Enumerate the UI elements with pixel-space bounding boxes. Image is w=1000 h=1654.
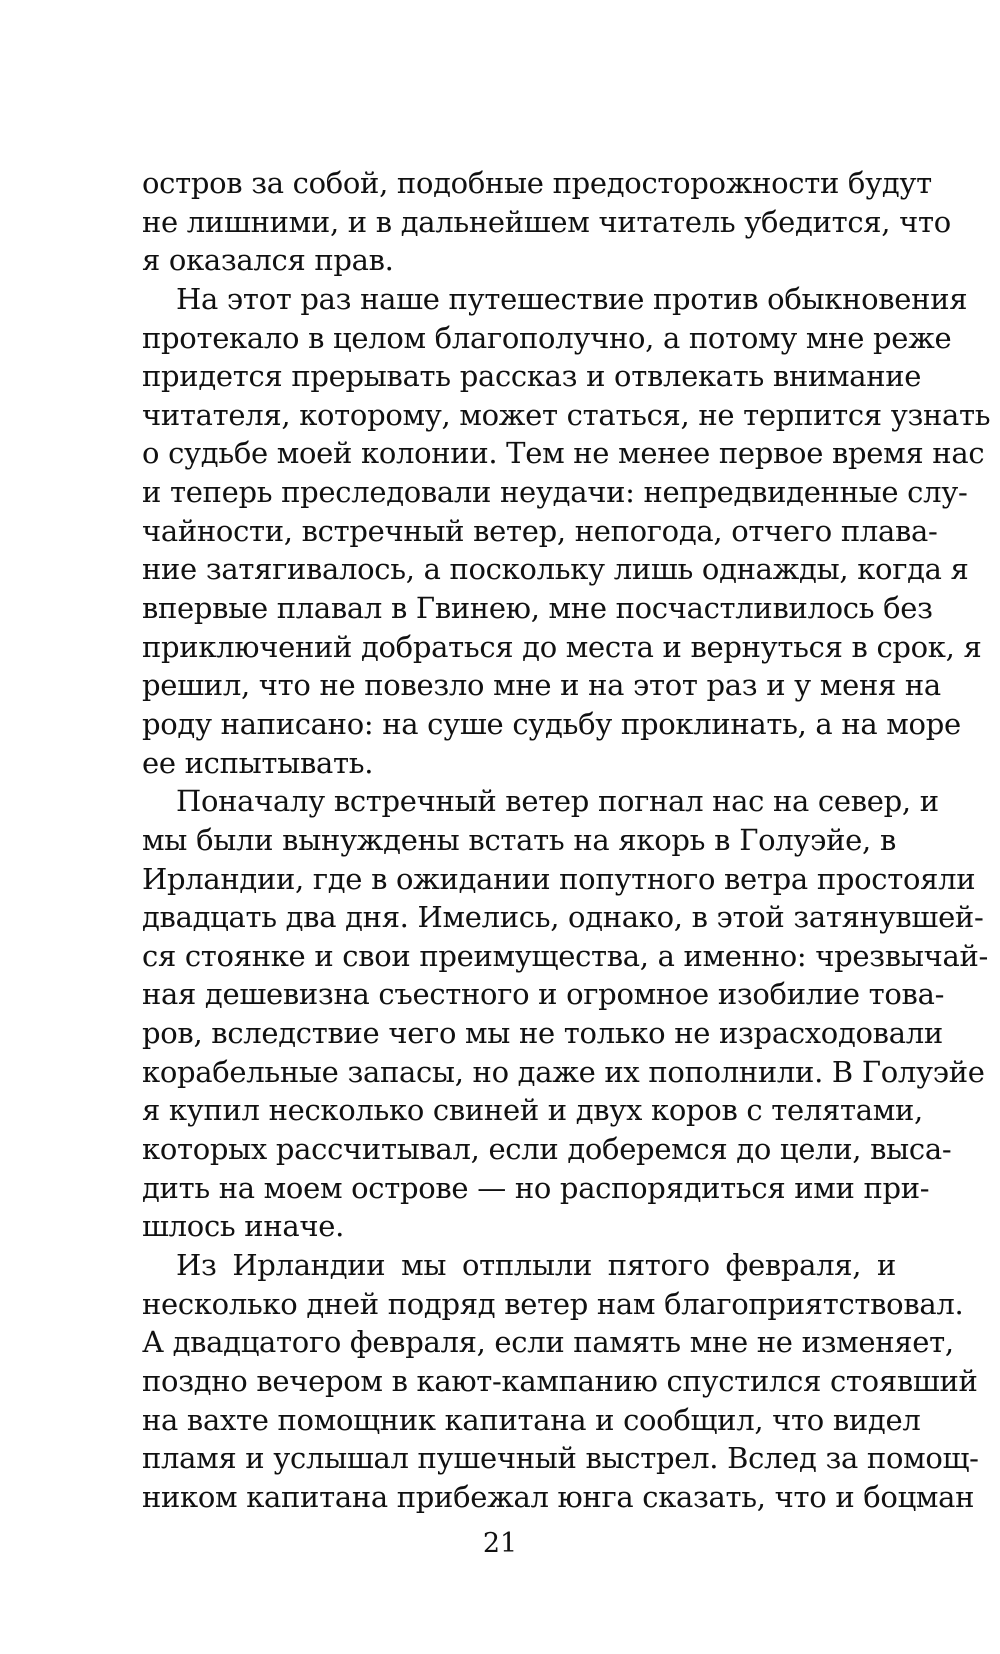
text-line: корабельные запасы, но даже их пополнили. В Голуэйе bbox=[142, 1054, 985, 1089]
text-line: ее испытывать. bbox=[142, 745, 374, 780]
text-line: придется прерывать рассказ и отвлекать внимание bbox=[142, 359, 922, 394]
text-line: ние затягивалось, а поскольку лишь однажды, когда я bbox=[142, 552, 969, 587]
body-text bbox=[142, 164, 991, 1516]
text-line: несколько дней подряд ветер нам благоприятствовал. bbox=[142, 1286, 964, 1321]
text-line: На этот раз наше путешествие против обыкновения bbox=[176, 281, 968, 316]
text-line: ником капитана прибежал юнга сказать, что и боцман bbox=[142, 1479, 975, 1514]
text-line: Поначалу встречный ветер погнал нас на север, и bbox=[176, 784, 939, 819]
text-line: дить на моем острове — но распорядиться ими при- bbox=[142, 1170, 930, 1205]
text-line: ся стоянке и свои преимущества, а именно: чрезвычай- bbox=[142, 938, 988, 973]
text-line: двадцать два дня. Имелись, однако, в этой затянувшей- bbox=[142, 900, 984, 935]
text-line: шлось иначе. bbox=[142, 1209, 344, 1244]
text-line: роду написано: на суше судьбу проклинать, а на море bbox=[142, 706, 961, 741]
text-line: ров, вследствие чего мы не только не израсходовали bbox=[142, 1016, 943, 1051]
page-number: 21 bbox=[482, 1528, 518, 1559]
text-line: мы были вынуждены встать на якорь в Голуэйе, в bbox=[142, 822, 896, 857]
text-line: не лишними, и в дальнейшем читатель убедится, что bbox=[142, 204, 951, 239]
text-line: на вахте помощник капитана и сообщил, что видел bbox=[142, 1402, 921, 1437]
text-line: остров за собой, подобные предосторожности будут bbox=[142, 166, 932, 200]
text-line: решил, что не повезло мне и на этот раз и у меня на bbox=[142, 668, 941, 703]
text-line: чайности, встречный ветер, непогода, отчего плава- bbox=[142, 513, 938, 548]
text-line: Ирландии, где в ожидании попутного ветра простояли bbox=[142, 861, 976, 896]
text-line: я купил несколько свиней и двух коров с телятами, bbox=[142, 1093, 923, 1128]
text-line: и теперь преследовали неудачи: непредвиденные слу- bbox=[142, 475, 968, 510]
paragraph bbox=[142, 1246, 979, 1516]
paragraph bbox=[142, 280, 991, 782]
text-line: А двадцатого февраля, если память мне не изменяет, bbox=[142, 1325, 954, 1360]
text-line: я оказался прав. bbox=[142, 243, 394, 278]
text-line: поздно вечером в кают-кампанию спустился стоявший bbox=[142, 1363, 978, 1398]
text-line: впервые плавал в Гвинею, мне посчастливилось без bbox=[142, 591, 933, 626]
text-line: приключений добраться до места и вернуться в срок, я bbox=[142, 629, 982, 664]
paragraph bbox=[142, 164, 951, 280]
text-line: пламя и услышал пушечный выстрел. Вслед за помощ- bbox=[142, 1441, 979, 1476]
paragraph bbox=[142, 782, 988, 1246]
text-line: читателя, которому, может статься, не терпится узнать bbox=[142, 397, 991, 432]
text-line: ная дешевизна съестного и огромное изобилие това- bbox=[142, 977, 945, 1012]
text-line: о судьбе моей колонии. Тем не менее первое время нас bbox=[142, 436, 985, 471]
text-line: которых рассчитывал, если доберемся до цели, выса- bbox=[142, 1132, 952, 1167]
text-line: протекало в целом благополучно, а потому мне реже bbox=[142, 320, 952, 355]
text-line: Из Ирландии мы отплыли пятого февраля, и bbox=[176, 1247, 896, 1282]
